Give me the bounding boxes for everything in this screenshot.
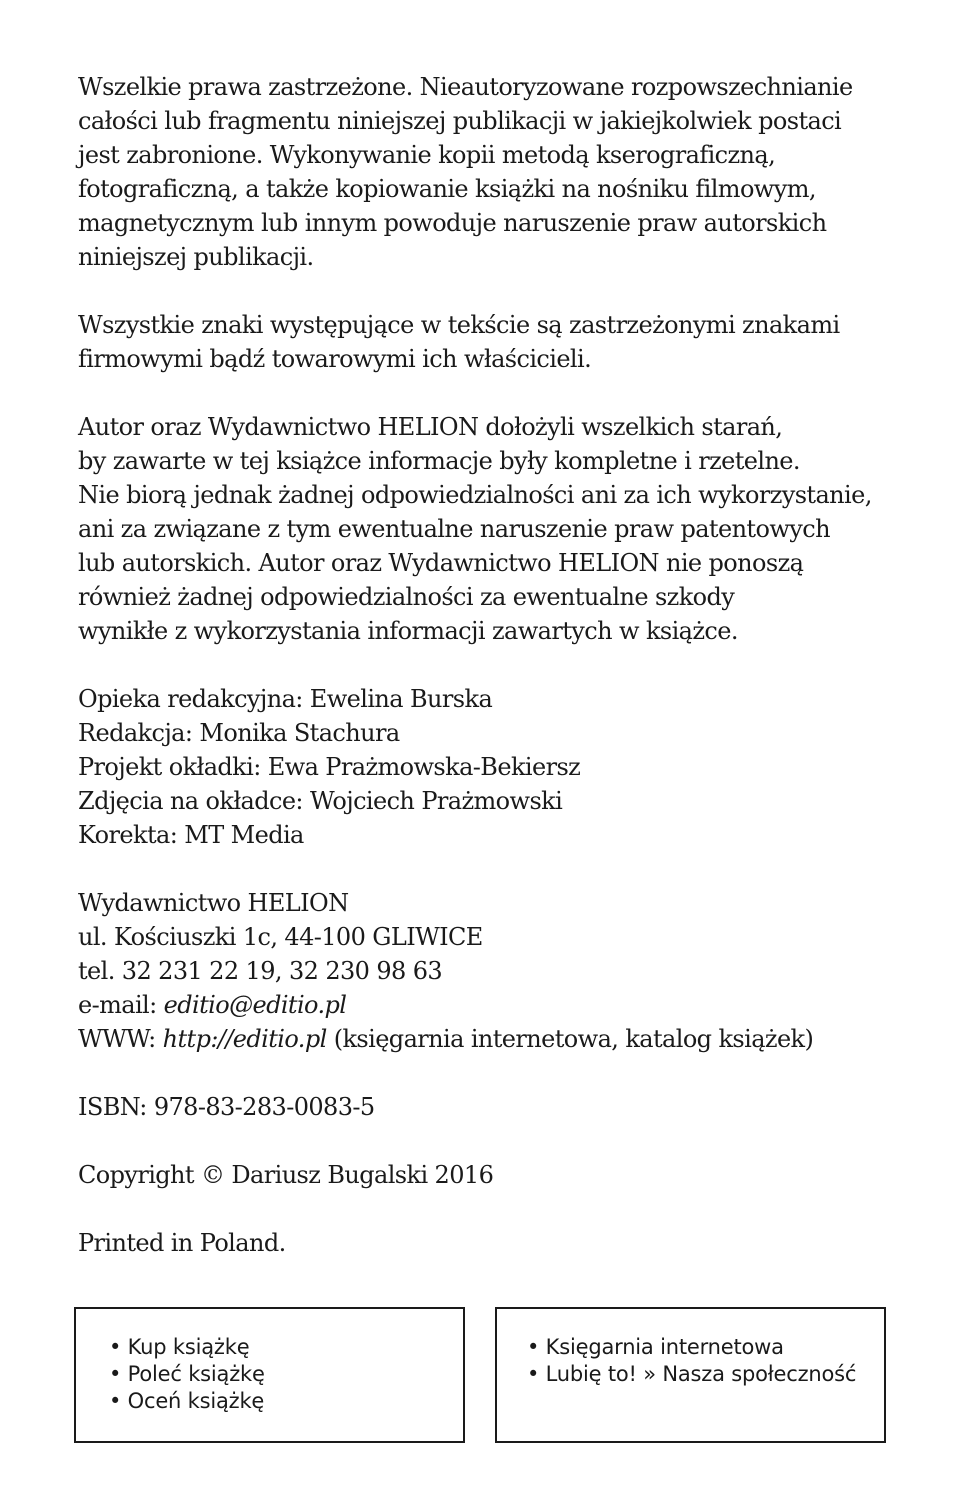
book-actions-box xyxy=(74,1307,465,1443)
disclaimer-line: Nie biorą jednak żadnej odpowiedzialności ani za ich wykorzystanie, xyxy=(78,481,872,509)
list-item xyxy=(109,1361,265,1388)
trademarks-line: firmowymi bądź towarowymi ich właścicieli. xyxy=(78,345,592,373)
rights-line: całości lub fragmentu niniejszej publikacji w jakiejkolwiek postaci xyxy=(78,107,842,135)
printed-in-line: Printed in Poland. xyxy=(78,1229,286,1257)
rights-line: jest zabronione. Wykonywanie kopii metodą kserograficzną, xyxy=(78,141,776,169)
printed-in xyxy=(78,1226,938,1260)
list-item xyxy=(109,1334,265,1361)
rights-notice xyxy=(78,70,938,274)
publisher-www-line xyxy=(78,1022,938,1056)
rate-book-link[interactable]: • Oceń książkę xyxy=(109,1389,265,1413)
rights-line: fotograficzną, a także kopiowanie książki na nośniku filmowym, xyxy=(78,175,816,203)
copyright-line: Copyright © Dariusz Bugalski 2016 xyxy=(78,1161,494,1189)
credit-editing: Redakcja: Monika Stachura xyxy=(78,719,400,747)
credit-editorial-care: Opieka redakcyjna: Ewelina Burska xyxy=(78,685,493,713)
trademarks-notice xyxy=(78,308,938,376)
publisher-address: ul. Kościuszki 1c, 44-100 GLIWICE xyxy=(78,923,483,951)
colophon-text xyxy=(78,70,938,1294)
disclaimer-line: Autor oraz Wydawnictwo HELION dołożyli wszelkich starań, xyxy=(78,413,783,441)
isbn-line: ISBN: 978-83-283-0083-5 xyxy=(78,1093,375,1121)
rights-line: Wszelkie prawa zastrzeżone. Nieautoryzowane rozpowszechnianie xyxy=(78,73,853,101)
publisher-name: Wydawnictwo HELION xyxy=(78,889,349,917)
email-link[interactable]: editio@editio.pl xyxy=(163,991,347,1019)
credits xyxy=(78,682,938,852)
community-list xyxy=(527,1334,856,1388)
credit-cover-photos: Zdjęcia na okładce: Wojciech Prażmowski xyxy=(78,787,563,815)
rights-line: niniejszej publikacji. xyxy=(78,243,314,271)
disclaimer-notice xyxy=(78,410,938,648)
disclaimer-line: również żadnej odpowiedzialności za ewentualne szkody xyxy=(78,583,735,611)
community-box xyxy=(495,1307,886,1443)
recommend-book-link[interactable]: • Poleć książkę xyxy=(109,1362,265,1386)
online-bookstore-link[interactable]: • Księgarnia internetowa xyxy=(527,1335,784,1359)
publisher-email-line xyxy=(78,988,938,1022)
www-note: (księgarnia internetowa, katalog książek) xyxy=(326,1025,814,1053)
disclaimer-line: wynikłe z wykorzystania informacji zawartych w książce. xyxy=(78,617,738,645)
disclaimer-line: ani za związane z tym ewentualne naruszenie praw patentowych xyxy=(78,515,830,543)
list-item xyxy=(527,1361,856,1388)
publisher-phone: tel. 32 231 22 19, 32 230 98 63 xyxy=(78,957,443,985)
disclaimer-line: by zawarte w tej książce informacje były kompletne i rzetelne. xyxy=(78,447,800,475)
rights-line: magnetycznym lub innym powoduje naruszenie praw autorskich xyxy=(78,209,827,237)
copyright xyxy=(78,1158,938,1192)
buy-book-link[interactable]: • Kup książkę xyxy=(109,1335,250,1359)
email-label: e-mail: xyxy=(78,991,164,1019)
like-community-link[interactable]: • Lubię to! » Nasza społeczność xyxy=(527,1362,857,1386)
trademarks-line: Wszystkie znaki występujące w tekście są zastrzeżonymi znakami xyxy=(78,311,840,339)
credit-cover-design: Projekt okładki: Ewa Prażmowska-Bekiersz xyxy=(78,753,581,781)
www-label: WWW: xyxy=(78,1025,163,1053)
book-actions-list xyxy=(109,1334,265,1415)
isbn xyxy=(78,1090,938,1124)
publisher-info xyxy=(78,886,938,1056)
www-link[interactable]: http://editio.pl xyxy=(162,1025,327,1053)
disclaimer-line: lub autorskich. Autor oraz Wydawnictwo HELION nie ponoszą xyxy=(78,549,804,577)
credit-proofreading: Korekta: MT Media xyxy=(78,821,304,849)
list-item xyxy=(527,1334,856,1361)
list-item xyxy=(109,1388,265,1415)
